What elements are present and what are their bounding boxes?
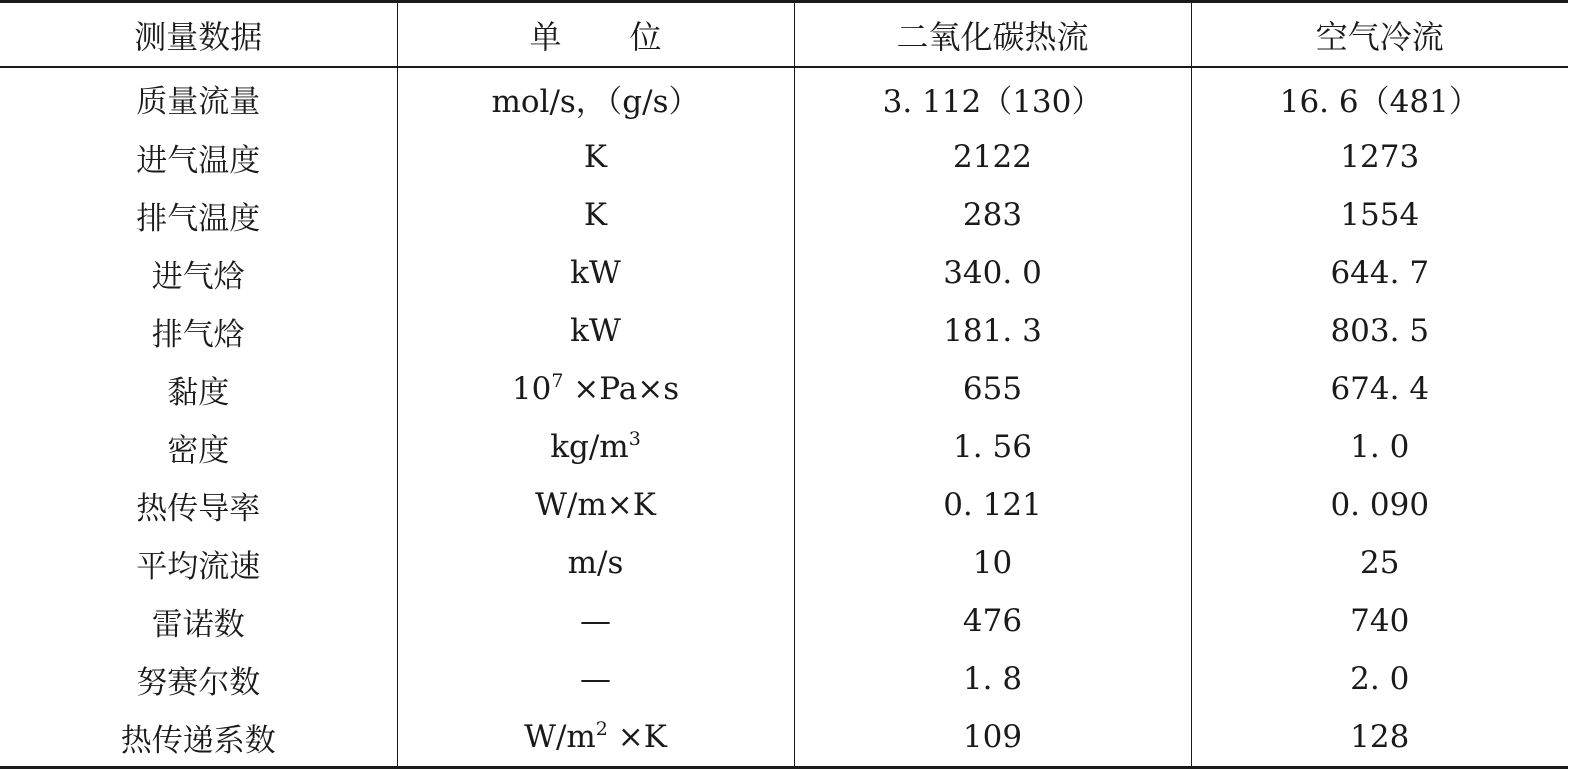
table-row <box>0 650 1568 708</box>
table-row <box>0 534 1568 592</box>
table-row <box>0 186 1568 244</box>
row-unit: — <box>397 650 794 708</box>
row-air: 644. 7 <box>1191 244 1568 302</box>
row-co2: 2122 <box>794 128 1191 186</box>
row-name: 平均流速 <box>136 548 261 585</box>
row-name: 排气温度 <box>136 200 261 237</box>
header-unit-part1: 单 <box>529 17 562 56</box>
unit-superscript: 3 <box>628 428 641 450</box>
row-unit: mol/s，（g/s） <box>397 67 794 128</box>
header-measurement: 测量数据 <box>0 2 397 68</box>
row-air: 128 <box>1191 708 1568 768</box>
row-air: 1554 <box>1191 186 1568 244</box>
row-name: 密度 <box>167 432 230 469</box>
row-co2: 181. 3 <box>794 302 1191 360</box>
header-unit <box>397 2 794 68</box>
table-row <box>0 128 1568 186</box>
row-unit <box>397 360 794 418</box>
row-name: 进气焓 <box>151 258 245 295</box>
table-row <box>0 302 1568 360</box>
table-row <box>0 244 1568 302</box>
row-name: 进气温度 <box>136 142 261 179</box>
row-co2: 283 <box>794 186 1191 244</box>
header-air-cold: 空气冷流 <box>1191 2 1568 68</box>
row-co2: 109 <box>794 708 1191 768</box>
table-row <box>0 418 1568 476</box>
table-row <box>0 360 1568 418</box>
row-unit: m/s <box>397 534 794 592</box>
unit-base: W/m <box>524 719 596 755</box>
header-unit-part2: 位 <box>629 17 662 56</box>
row-co2: 10 <box>794 534 1191 592</box>
row-co2: 1. 56 <box>794 418 1191 476</box>
row-co2: 1. 8 <box>794 650 1191 708</box>
unit-base: kg/m <box>550 429 629 465</box>
row-name: 热传导率 <box>136 490 261 527</box>
row-unit: W/m×K <box>397 476 794 534</box>
row-name: 努赛尔数 <box>136 664 261 701</box>
table-row <box>0 67 1568 128</box>
unit-base: 10 <box>511 371 552 407</box>
header-row <box>0 2 1568 68</box>
table-body <box>0 67 1568 768</box>
unit-superscript: 7 <box>551 370 564 392</box>
row-air: 25 <box>1191 534 1568 592</box>
row-unit: kW <box>397 302 794 360</box>
table-row <box>0 592 1568 650</box>
row-unit: kW <box>397 244 794 302</box>
row-name: 排气焓 <box>151 316 245 353</box>
row-air: 2. 0 <box>1191 650 1568 708</box>
row-unit <box>397 708 794 768</box>
row-name: 热传递系数 <box>0 708 397 768</box>
row-co2: 3. 112（130） <box>794 67 1191 128</box>
row-unit <box>397 418 794 476</box>
header-co2-hot: 二氧化碳热流 <box>794 2 1191 68</box>
row-air: 0. 090 <box>1191 476 1568 534</box>
row-air: 1273 <box>1191 128 1568 186</box>
table-header <box>0 2 1568 68</box>
row-co2: 340. 0 <box>794 244 1191 302</box>
row-unit: — <box>397 592 794 650</box>
row-air: 803. 5 <box>1191 302 1568 360</box>
row-air: 740 <box>1191 592 1568 650</box>
row-unit: K <box>397 186 794 244</box>
row-name: 质量流量 <box>136 83 261 120</box>
row-unit: K <box>397 128 794 186</box>
row-co2: 0. 121 <box>794 476 1191 534</box>
table-row <box>0 708 1568 768</box>
row-air: 674. 4 <box>1191 360 1568 418</box>
row-air: 16. 6（481） <box>1191 67 1568 128</box>
unit-superscript: 2 <box>595 718 608 740</box>
row-co2: 655 <box>794 360 1191 418</box>
table-row <box>0 476 1568 534</box>
row-co2: 476 <box>794 592 1191 650</box>
row-name: 雷诺数 <box>151 606 245 643</box>
row-air: 1. 0 <box>1191 418 1568 476</box>
row-name: 黏度 <box>167 374 230 411</box>
unit-rest: ×K <box>607 719 667 755</box>
unit-rest: ×Pa×s <box>563 371 680 407</box>
